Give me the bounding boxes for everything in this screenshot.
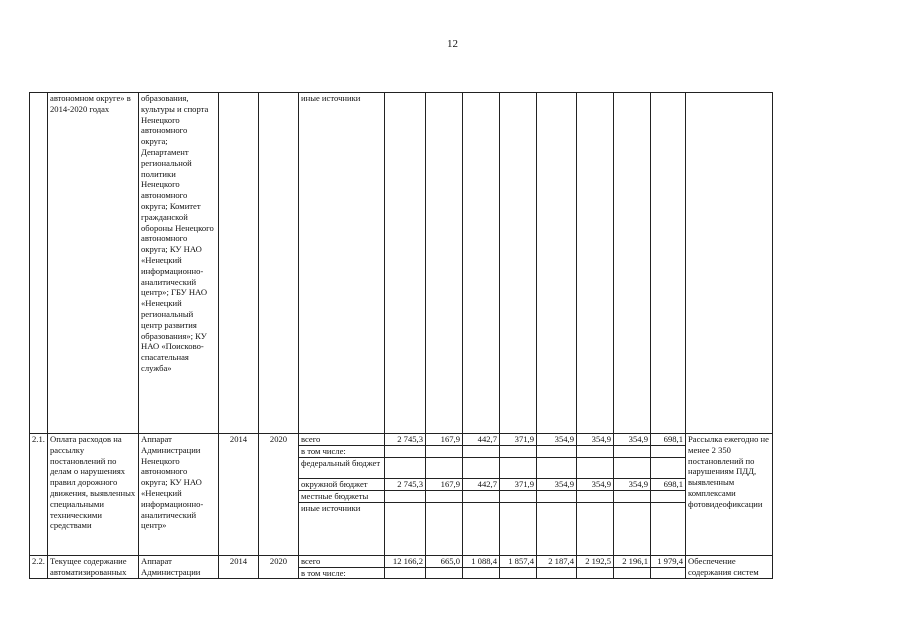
table-row-2-2-total [30,555,773,567]
cell-end-year [259,93,299,434]
cell-value: 2 196,1 [614,555,651,567]
cell-source: в том числе: [299,567,385,579]
cell-value: 354,9 [614,479,651,491]
cell-measure-name: Оплата расходов на рассылку постановлений по делам о нарушениях правил дорожного движения, выявленных специальными техническими средствами [48,434,139,556]
cell-value: 371,9 [500,479,537,491]
cell-value: 698,1 [651,479,686,491]
cell-result: Рассылка ежегодно не менее 2 350 постановлений по нарушениям ПДД, выявленным комплексами фотовидеофиксации [686,434,773,556]
cell-value: 354,9 [577,479,614,491]
cell-executor: образования, культуры и спорта Ненецкого автономного округа; Департамент региональной политики Ненецкого автономного округа; Комитет гражданской обороны Ненецкого автономного округа; КУ НАО «Ненецкий информационно-аналитический центр»; ГБУ НАО «Ненецкий региональный центр развития образования»; КУ НАО «Поисково-спасательная служба» [139,93,219,434]
cell-value: 12 166,2 [385,555,426,567]
cell-value: 1 088,4 [463,555,500,567]
cell-value: 354,9 [537,434,577,446]
cell-value: 2 745,3 [385,479,426,491]
cell-value: 167,9 [426,434,463,446]
table-row-2-1-total [30,434,773,446]
cell-source: всего [299,434,385,446]
cell-start-year: 2014 [219,434,259,556]
cell-value: 354,9 [537,479,577,491]
cell-value: 354,9 [614,434,651,446]
cell-end-year: 2020 [259,434,299,556]
cell-source: иные источники [299,93,385,434]
cell-num: 2.1. [30,434,48,556]
cell-value: 2 745,3 [385,434,426,446]
cell-value: 2 192,5 [577,555,614,567]
cell-value: 2 187,4 [537,555,577,567]
cell-executor: Аппарат Администрации Ненецкого автономного округа; КУ НАО «Ненецкий информационно-аналитический центр» [139,434,219,556]
cell-value: 1 979,4 [651,555,686,567]
cell-executor: Аппарат Администрации [139,555,219,579]
cell-source: всего [299,555,385,567]
program-measures-table [29,92,773,579]
cell-value: 665,0 [426,555,463,567]
table-row-continuation [30,93,773,434]
cell-value: 698,1 [651,434,686,446]
cell-value: 1 857,4 [500,555,537,567]
page-number: 12 [447,38,458,50]
cell-start-year: 2014 [219,555,259,579]
cell-value: 354,9 [577,434,614,446]
cell-source: федеральный бюджет [299,457,385,479]
cell-measure-name: автономном округе» в 2014-2020 годах [48,93,139,434]
cell-value: 167,9 [426,479,463,491]
cell-value: 442,7 [463,479,500,491]
cell-measure-name: Текущее содержание автоматизированных [48,555,139,579]
cell-value: 442,7 [463,434,500,446]
cell-num: 2.2. [30,555,48,579]
cell-source: местные бюджеты [299,490,385,502]
cell-result: Обеспечение содержания систем [686,555,773,579]
cell-start-year [219,93,259,434]
cell-source: в том числе: [299,445,385,457]
cell-value: 371,9 [500,434,537,446]
cell-end-year: 2020 [259,555,299,579]
cell-source: иные источники [299,502,385,555]
cell-source: окружной бюджет [299,479,385,491]
cell-num [30,93,48,434]
